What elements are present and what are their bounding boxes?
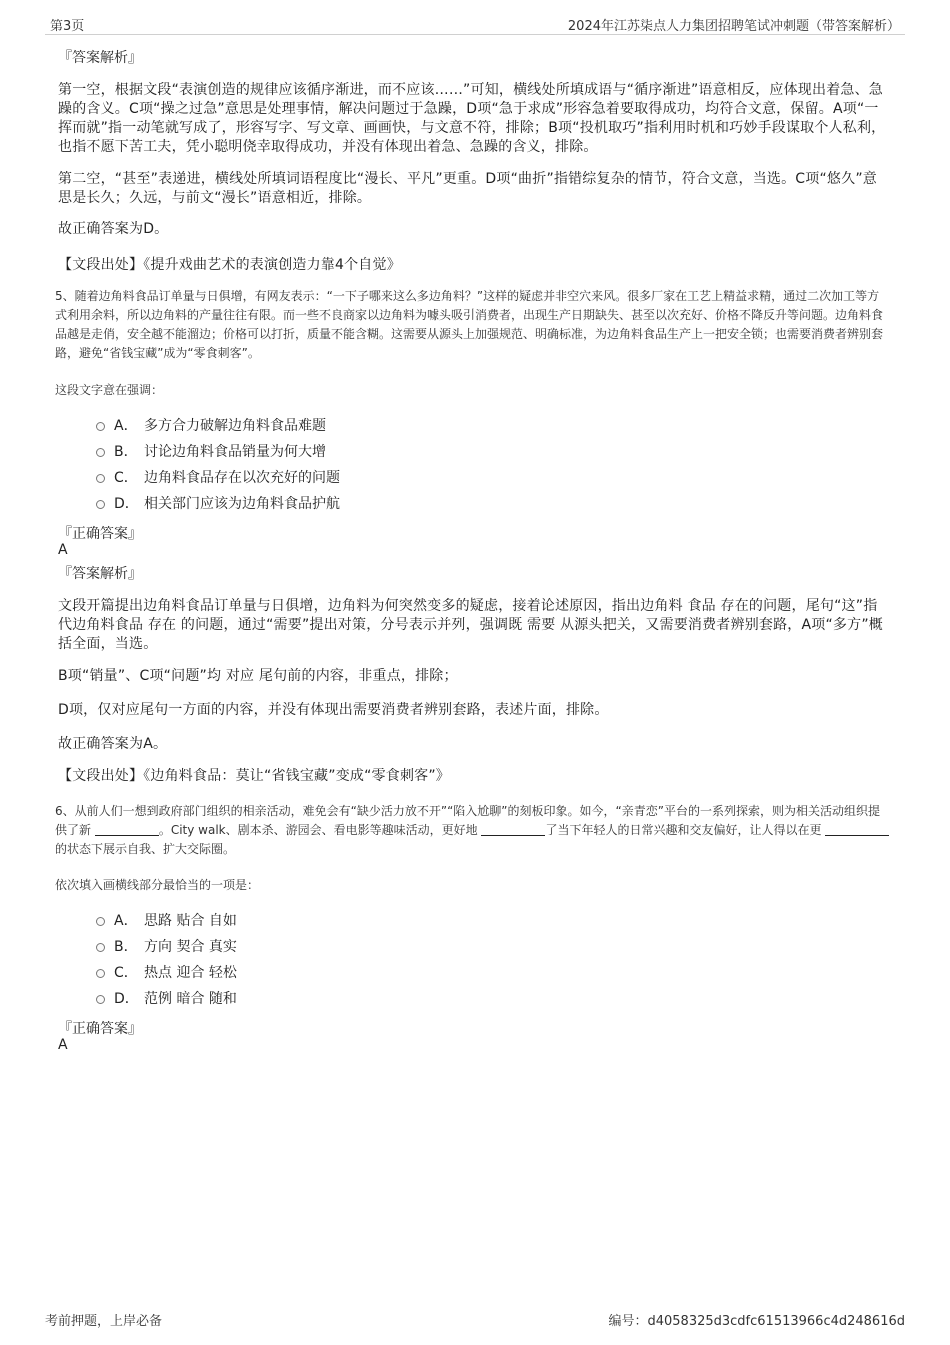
q6-option-b[interactable]: B． 方向 契合 真实 [96, 937, 237, 957]
q5-analysis-para3: D项，仅对应尾句一方面的内容，并没有体现出需要消费者辨别套路，表述片面，排除。 [58, 702, 609, 718]
q5-question: 这段文字意在强调： [55, 383, 164, 397]
blank-1 [95, 823, 159, 836]
radio-icon[interactable] [96, 474, 105, 483]
q5-analysis-para1: 文段开篇提出边角料食品订单量与日俱增，边角料为何突然变多的疑虑，接着论述原因，指出边角料 食品 存在的问题，尾句“这”指代边角料食品 存在 的问题，通过“需要”提出对策，分号表示并列，强调既 需要 从源头把关，又需要消费者辨别套路，A项“多方”概括全面，当选。 [58, 598, 883, 652]
radio-icon[interactable] [96, 500, 105, 509]
q6-correct-label: 『正确答案』 [58, 1021, 142, 1037]
page-number: 第3页 [50, 19, 85, 34]
q5-stem: 5、随着边角料食品订单量与日俱增，有网友表示：“一下子哪来这么多边角料？”这样的疑虑并非空穴来风。很多厂家在工艺上精益求精，通过二次加工等方式利用余料，所以边角料的产量往往有限。而一些不良商家以边角料为噱头吸引消费者，出现生产日期缺失、甚至以次充好、价格不降反升等问题。边角料食品越是走俏，安全越不能溜边；价格可以打折，质量不能含糊。这需要从源头上加强规范、明确标准，为边角料食品生产上一把安全锁；也需要消费者辨别套路，避免“省钱宝藏”成为“零食刺客”。 [55, 289, 884, 360]
radio-icon[interactable] [96, 969, 105, 978]
q5-answer: A [58, 542, 68, 558]
document-title: 2024年江苏柒点人力集团招聘笔试冲刺题（带答案解析） [567, 19, 900, 34]
q5-option-a[interactable]: A． 多方合力破解边角料食品难题 [96, 416, 326, 436]
q6-question: 依次填入画横线部分最恰当的一项是： [55, 878, 260, 892]
radio-icon[interactable] [96, 995, 105, 1004]
q5-analysis-label: 『答案解析』 [58, 566, 142, 582]
q6-answer: A [58, 1037, 68, 1053]
q5-analysis-para2: B项“销量”、C项“问题”均 对应 尾句前的内容，非重点，排除； [58, 668, 458, 684]
q5-source: 【文段出处】《边角料食品：莫让“省钱宝藏”变成“零食刺客”》 [58, 768, 451, 784]
blank-3 [825, 823, 889, 836]
q4-analysis-para2: 第二空，“甚至”表递进，横线处所填词语程度比“漫长、平凡”更重。D项“曲折”指错综复杂的情节，符合文意，当选。C项“悠久”意思是长久；久远，与前文“漫长”语意相近，排除。 [58, 171, 877, 206]
q5-option-c[interactable]: C． 边角料食品存在以次充好的问题 [96, 468, 340, 488]
q6-option-a[interactable]: A． 思路 贴合 自如 [96, 911, 237, 931]
radio-icon[interactable] [96, 943, 105, 952]
document-code: 编号：d4058325d3cdfc61513966c4d248616d [608, 1314, 905, 1329]
footer-slogan: 考前押题，上岸必备 [45, 1314, 163, 1329]
q6-option-d[interactable]: D． 范例 暗合 随和 [96, 989, 237, 1009]
q5-conclusion: 故正确答案为A。 [58, 736, 168, 752]
q4-conclusion: 故正确答案为D。 [58, 221, 169, 237]
q5-option-d[interactable]: D． 相关部门应该为边角料食品护航 [96, 494, 340, 514]
q4-analysis-para1: 第一空，根据文段“表演创造的规律应该循序渐进，而不应该……”可知，横线处所填成语与“循序渐进”语意相反，应体现出着急、急躁的含义。C项“操之过急”意思是处理事情，解决问题过于急躁，D项“急于求成”形容急着要取得成功，均符合文意，保留。A项“一挥而就”指一动笔就写成了，形容写字、写文章、画画快，与文意不符，排除；B项“投机取巧”指利用时机和巧妙手段谋取个人私利，也指不愿下苦工夫，凭小聪明侥幸取得成功，并没有体现出着急、急躁的含义，排除。 [58, 82, 886, 155]
q5-correct-label: 『正确答案』 [58, 526, 142, 542]
q4-analysis-label: 『答案解析』 [58, 50, 142, 66]
q6-stem: 6、从前人们一想到政府部门组织的相亲活动，难免会有“缺少活力放不开”“陷入尬聊”的刻板印象。如今，“亲青恋”平台的一系列探索，则为相关活动组织提供了新 。City walk、剧本杀、游园会、看电影等趣味活动，更好地 了当下年轻人的日常兴趣和交友偏好，让人得以在更 的状态下展示自我、扩大交际圈。 [55, 802, 890, 859]
blank-2 [481, 823, 545, 836]
page-header [45, 12, 905, 35]
radio-icon[interactable] [96, 422, 105, 431]
q6-option-c[interactable]: C． 热点 迎合 轻松 [96, 963, 237, 983]
radio-icon[interactable] [96, 917, 105, 926]
radio-icon[interactable] [96, 448, 105, 457]
q4-source: 【文段出处】《提升戏曲艺术的表演创造力靠4个自觉》 [58, 257, 401, 273]
page-footer [45, 1310, 905, 1330]
q5-option-b[interactable]: B． 讨论边角料食品销量为何大增 [96, 442, 326, 462]
